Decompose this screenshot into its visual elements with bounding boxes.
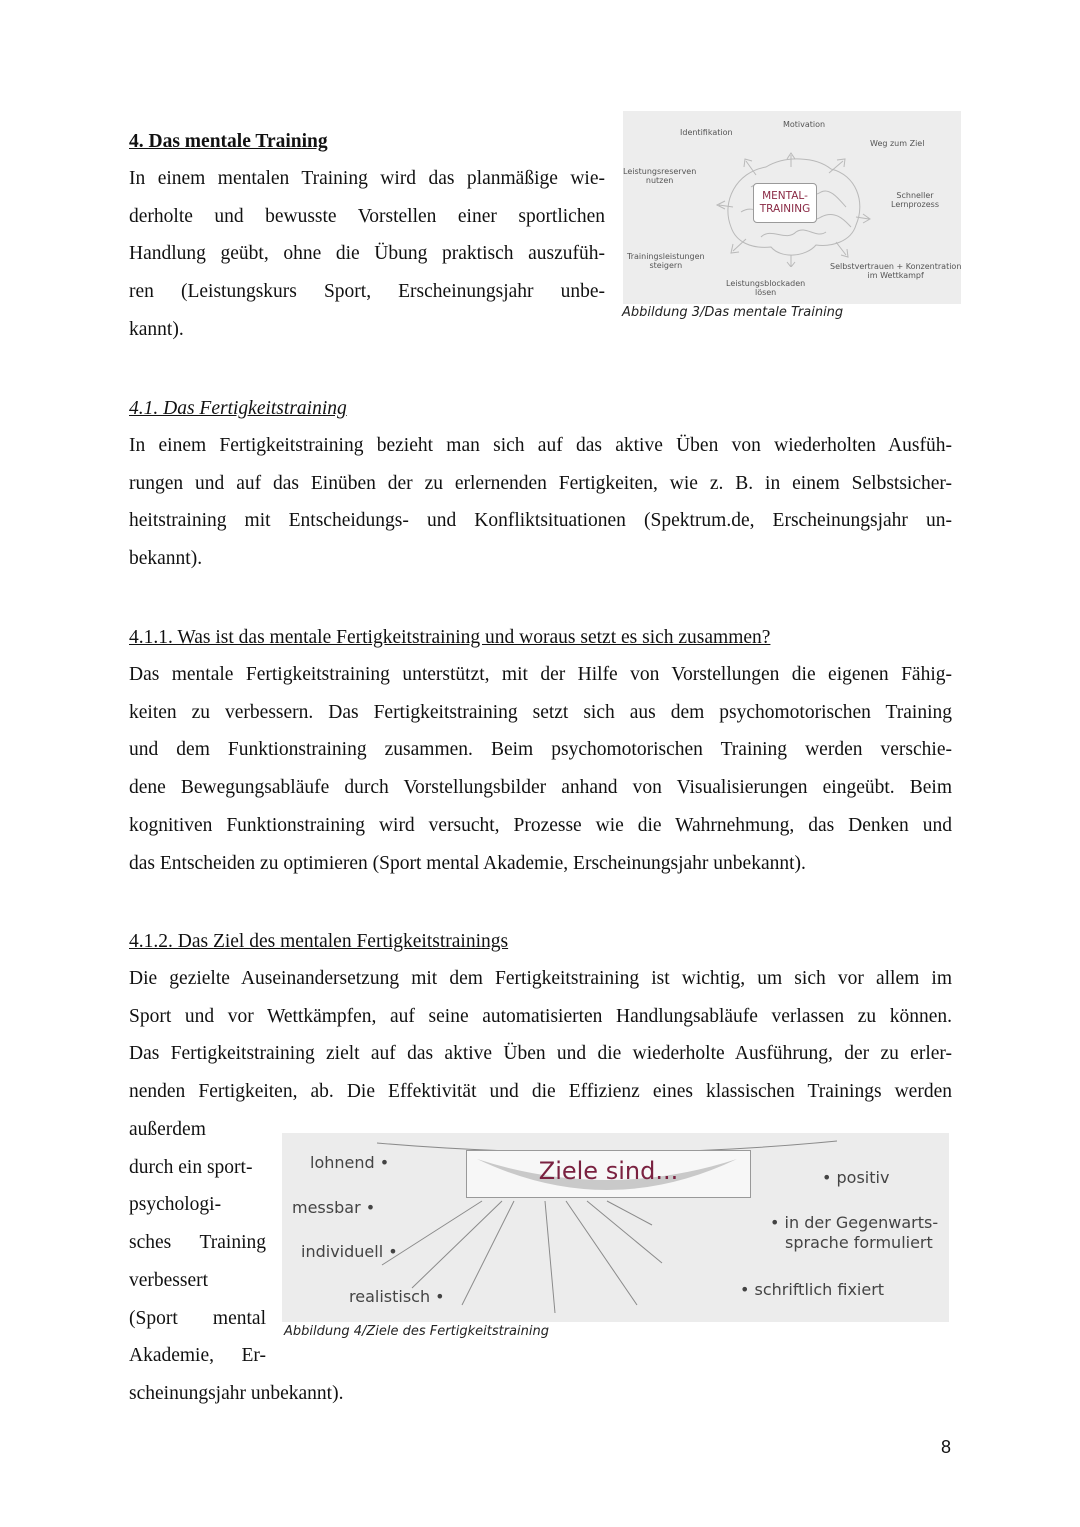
paragraph-line: keiten zu verbessern. Das Fertigkeitstraining setzt sich aus dem psychomotorischen Training [129,701,952,723]
paragraph-line: ren (Leistungskurs Sport, Erscheinungsjahr unbe- [129,281,605,303]
paragraph-line: außerdem [129,1119,206,1140]
paragraph-line: verbessert [129,1269,209,1291]
paragraph-line: und dem Funktionstraining zusammen. Beim psychomotorischen Training werden verschie- [129,739,952,761]
section-heading-4: 4. Das mentale Training [129,131,328,152]
section-heading-4-1: 4.1. Das Fertigkeitstraining [129,398,347,419]
label-motivation: Motivation [783,120,826,129]
section-heading-4-1-2: 4.1.2. Das Ziel des mentalen Fertigkeitstrainings [129,931,509,952]
figure-3-caption: Abbildung 3/Das mentale Training [622,305,844,320]
goals-banner-title: Ziele sind... [538,1157,679,1185]
label-leistungsblockaden: Leistungsblockaden lösen [726,279,806,297]
paragraph-line: In einem Fertigkeitstraining bezieht man sich auf das aktive Üben von wiederholten Ausfüh- [129,435,952,456]
label-selbstvertrauen: Selbstvertrauen + Konzentration im Wettkampf [830,262,962,280]
paragraph-line: dene Bewegungsabläufe durch Vorstellungsbilder anhand von Visualisierungen eingeübt. Beim [129,777,952,799]
goal-messbar: messbar • [292,1198,376,1217]
paragraph-line: nenden Fertigkeiten, ab. Die Effektivität und die Effizienz eines klassischen Trainings werden [129,1081,952,1103]
paragraph-line: Das Fertigkeitstraining zielt auf das aktive Üben und die wiederholte Ausführung, der zu erler- [129,1043,952,1065]
label-schneller-lernprozess: Schneller Lernprozess [891,191,939,209]
label-weg-zum-ziel: Weg zum Ziel [870,139,925,148]
page-number: 8 [941,1437,952,1457]
goal-lohnend: lohnend • [310,1153,390,1172]
paragraph-line: bekannt). [129,548,203,570]
mental-training-label-box: MENTAL- TRAINING [753,183,817,223]
paragraph-line: scheinungsjahr unbekannt). [129,1382,344,1404]
paragraph-line: Die gezielte Auseinandersetzung mit dem Fertigkeitstraining ist wichtig, um sich vor allem im [129,968,952,989]
label-trainingsleistungen: Trainingsleistungen steigern [627,252,705,270]
section-4-1-1-paragraph [129,656,952,882]
goal-positiv: • positiv [822,1168,890,1187]
label-identifikation: Identifikation [680,128,733,137]
paragraph-line: Akademie, Er- [129,1345,266,1367]
paragraph-line: Sport und vor Wettkämpfen, auf seine automatisierten Handlungsabläufe verlassen zu können. [129,1005,952,1027]
goal-realistisch: realistisch • [349,1287,445,1306]
paragraph-line: durch ein sport- [129,1156,253,1178]
section-4-paragraph [129,160,605,349]
goal-individuell: individuell • [301,1242,398,1261]
figure-4-caption: Abbildung 4/Ziele des Fertigkeitstraining [284,1324,549,1339]
paragraph-line: Das mentale Fertigkeitstraining unterstützt, mit der Hilfe von Vorstellungen die eigenen Fähig- [129,664,952,685]
section-heading-4-1-1: 4.1.1. Was ist das mentale Fertigkeitstraining und woraus setzt es sich zusammen? [129,627,771,648]
paragraph-line: heitstraining mit Entscheidungs- und Konfliktsituationen (Spektrum.de, Erscheinungsjahr un- [129,510,952,532]
paragraph-line: rungen und auf das Einüben der zu erlernenden Fertigkeiten, wie z. B. in einem Selbstsicher- [129,472,952,494]
paragraph-line: das Entscheiden zu optimieren (Sport mental Akademie, Erscheinungsjahr unbekannt). [129,852,806,874]
figure-goals [282,1133,949,1322]
paragraph-line: (Sport mental [129,1307,266,1329]
paragraph-line: kannt). [129,318,184,340]
goal-schriftlich-fixiert: • schriftlich fixiert [740,1280,885,1299]
paragraph-line: In einem mentalen Training wird das planmäßige wie- [129,168,605,189]
label-leistungsreserven: Leistungsreserven nutzen [623,167,697,185]
section-4-1-2-paragraph [129,960,952,1111]
paragraph-line: Handlung geübt, ohne die Übung praktisch auszufüh- [129,243,605,265]
section-4-1-paragraph [129,427,952,578]
goals-banner [466,1150,751,1198]
figure-mental-training [623,111,961,304]
goal-gegenwartssprache: • in der Gegenwarts- sprache formuliert [770,1213,939,1252]
paragraph-line: derholte und bewusste Vorstellen einer sportlichen [129,205,605,227]
paragraph-line: kognitiven Funktionstraining wird versucht, Prozesse wie die Wahrnehmung, das Denken und [129,814,952,836]
paragraph-line: sches Training [129,1232,266,1254]
paragraph-line: psychologi- [129,1194,222,1216]
